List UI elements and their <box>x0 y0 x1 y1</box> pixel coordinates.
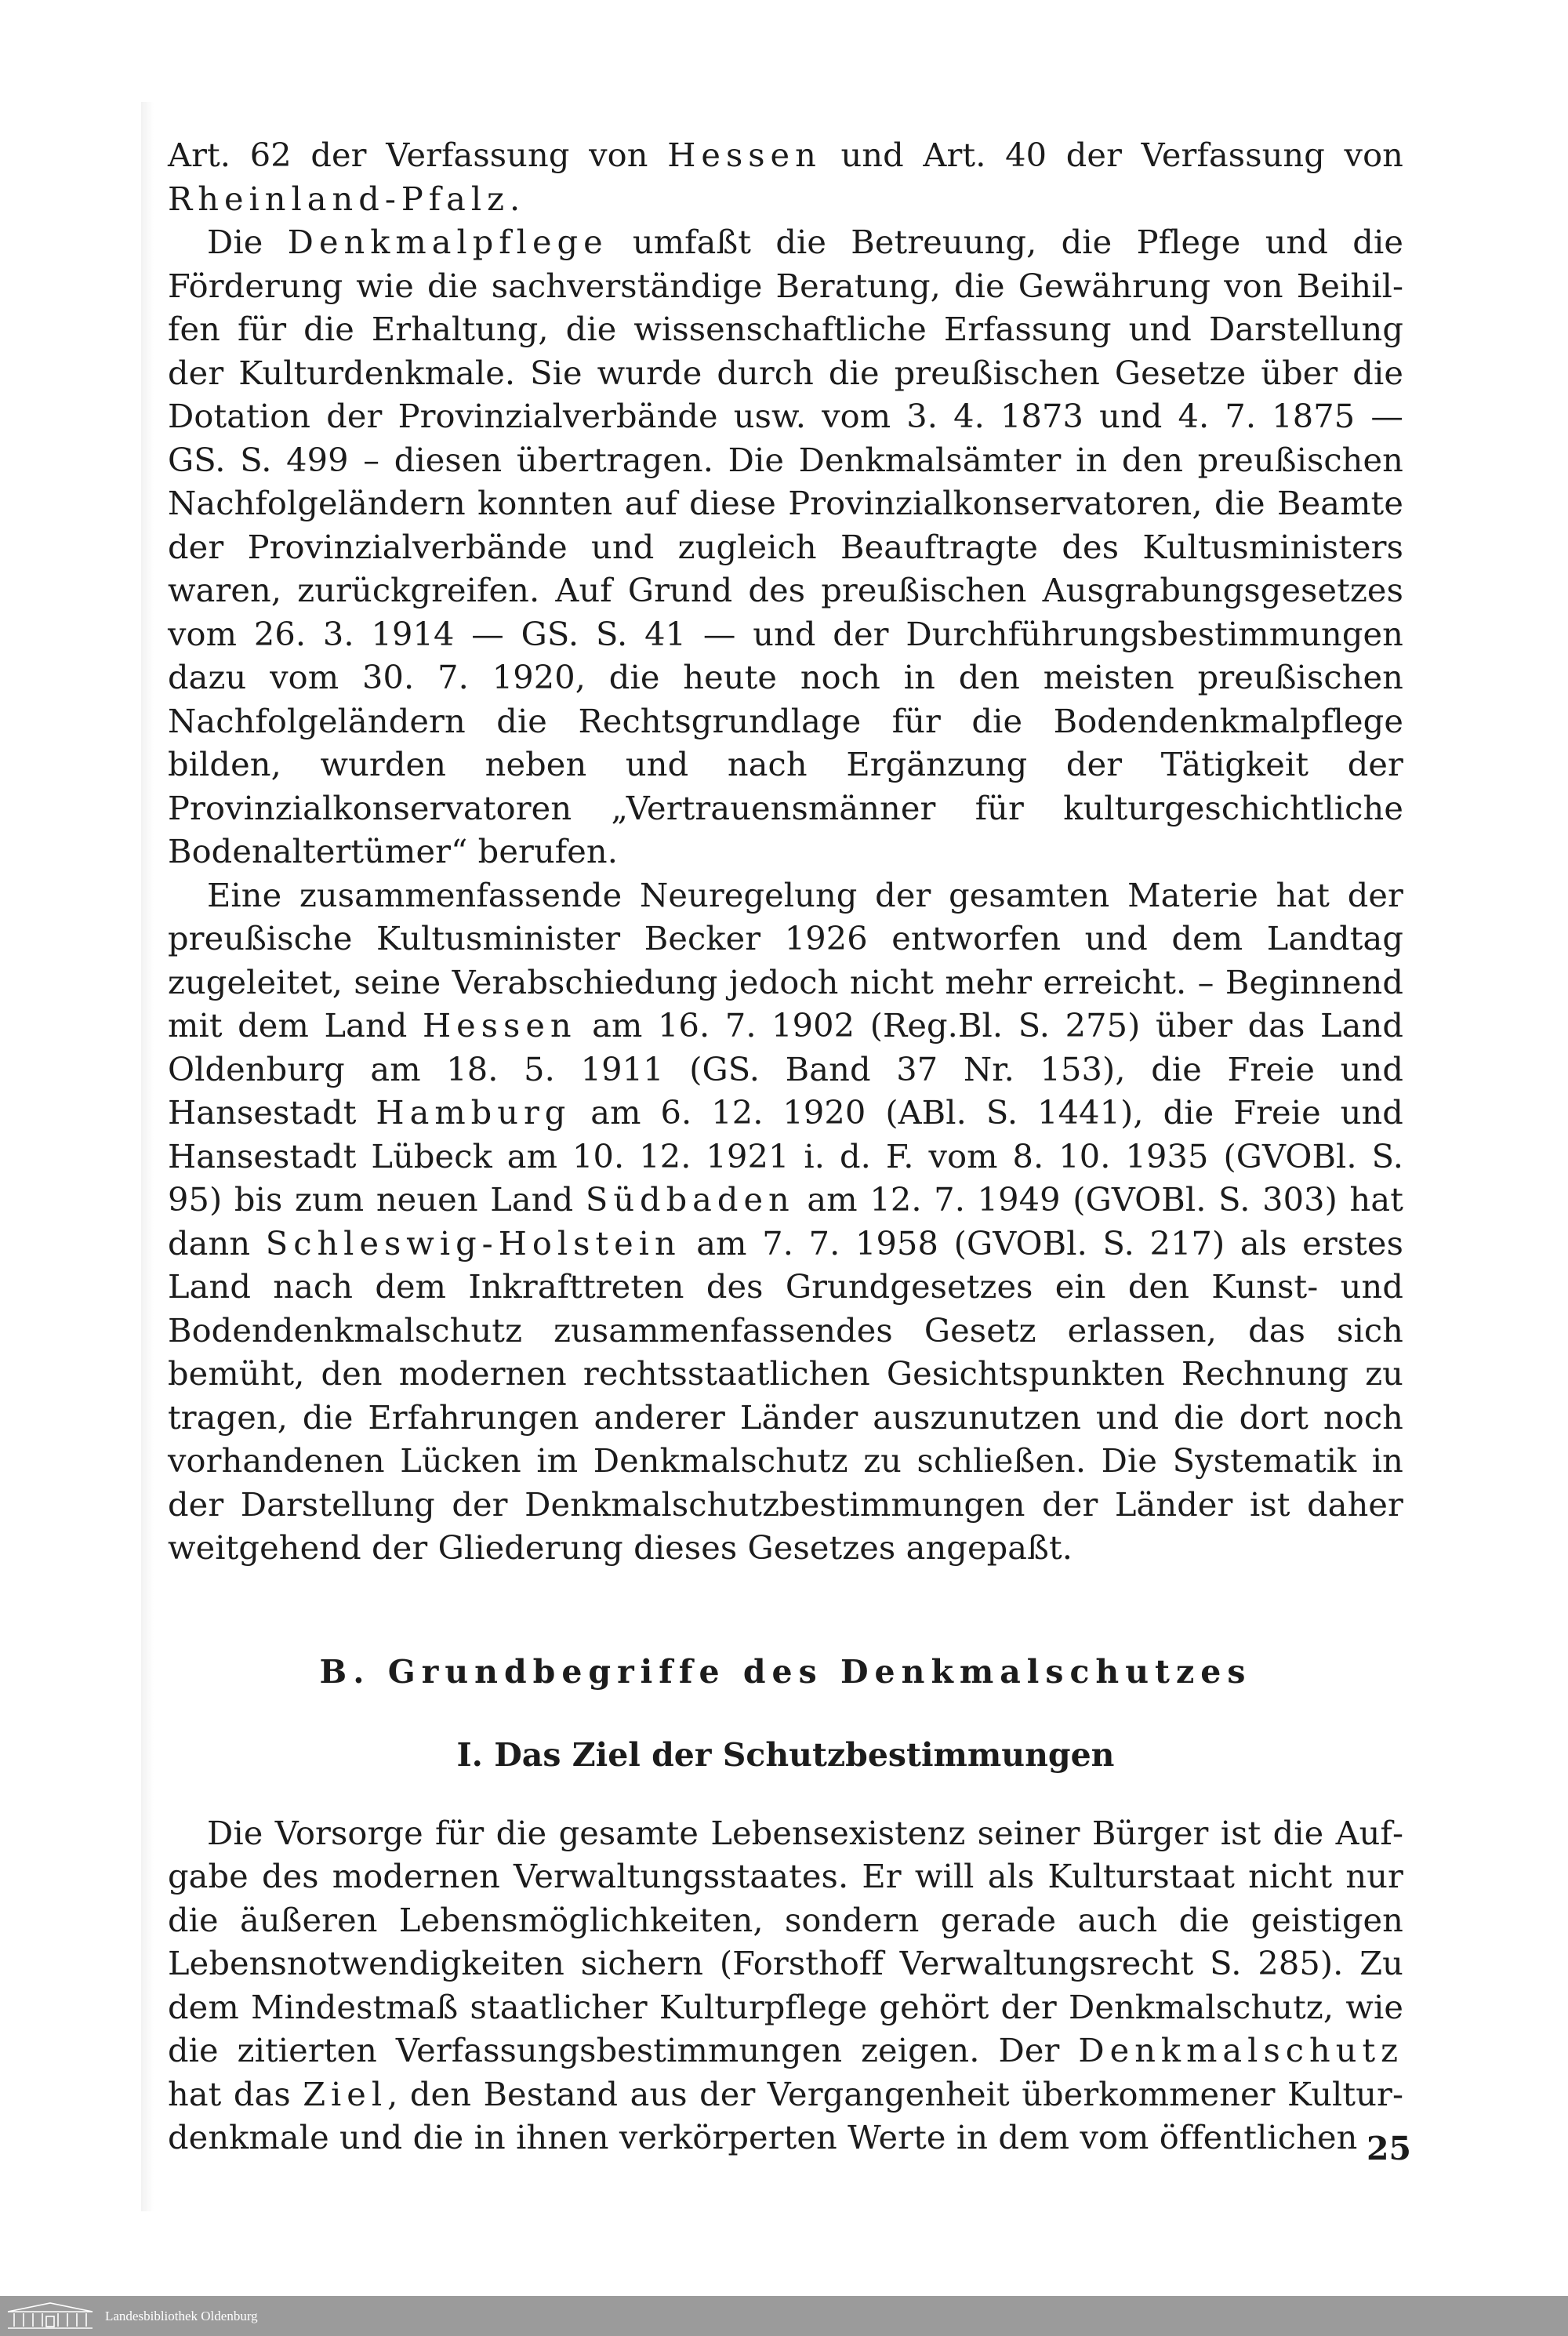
footer-bar <box>0 2296 1568 2336</box>
subsection-heading: I. Das Ziel der Schutzbestimmungen <box>456 1735 1115 1774</box>
spaced-term-denkmalpflege: Denkmalpflege <box>287 223 608 261</box>
paragraph-constitution-reference: Art. 62 der Verfassung von Hessen und Art. 40 der Verfassung von Rheinland-Pfalz. <box>168 136 1403 218</box>
paragraph-denkmalpflege: Die Denkmalpflege umfaßt die Betreuung, die Pflege und die Förderung wie die sachverständige Beratung, die Gewährung von Beihilfen für die Erhaltung, die wissenschaftliche Erfassung und Darstellung der Kulturdenkmale. Sie wurde durch die preußischen Gesetze über die Dotation der Provinzialverbände usw. vom 3. 4. 1873 und 4. 7. 1875 — GS. S. 499 – diesen übertragen. Die Denkmalsämter in den preußischen Nachfolgeländern konnten auf diese Provinzialkonservatoren, die Beamte der Provinzialverbände und zugleich Beauftragte des Kultusministers waren, zurückgreifen. Auf Grund des preußischen Ausgrabungsgesetzes vom 26. 3. 1914 — GS. S. 41 — und der Durchführungsbestimmungen dazu vom 30. 7. 1920, die heute noch in den meisten preußischen Nachfolgeländern die Rechtsgrundlage für die Bodendenkmalpflege bilden, wurden neben und nach Ergänzung der Tätigkeit der Provinzialkonservatoren „Vertrauensmänner für kulturgeschichtliche Bodenaltertümer“ berufen. <box>168 223 1403 870</box>
section-heading: B. Grundbegriffe des Denkmalschutzes <box>319 1652 1252 1691</box>
page-number: 25 <box>1366 2130 1411 2167</box>
page-text <box>168 133 1403 2160</box>
library-building-icon <box>6 2301 94 2331</box>
spaced-term-ziel: Ziel <box>303 2074 388 2113</box>
spaced-term-rheinland-pfalz: Rheinland-Pfalz <box>168 179 510 218</box>
page-gutter-shadow <box>141 102 154 2211</box>
spaced-term-suedbaden: Südbaden <box>585 1180 795 1219</box>
spaced-term-hamburg: Hamburg <box>376 1093 572 1132</box>
spaced-term-schleswig-holstein: Schleswig-Holstein <box>265 1223 681 1262</box>
paragraph-vorsorge: Die Vorsorge für die gesamte Lebensexistenz seiner Bürger ist die Aufgabe des modernen Verwaltungsstaates. Er will als Kulturstaat nicht nur die äußeren Lebensmöglichkeiten, sondern gerade auch die geistigen Lebensnotwendigkeiten sichern (Forsthoff Verwaltungsrecht S. 285). Zu dem Mindestmaß staatlicher Kulturpflege gehört der Denkmalschutz, wie die zitierten Verfassungsbestimmungen zeigen. Der Denkmalschutz hat das Ziel, den Bestand aus der Vergangenheit überkommener Kulturdenkmale und die in ihnen verkörperten Werte in dem vom öffentlichen <box>168 1813 1403 2156</box>
spaced-term-denkmalschutz: Denkmalschutz <box>1078 2031 1403 2069</box>
spaced-term-hessen: Hessen <box>667 136 822 174</box>
paragraph-neuregelung: Eine zusammenfassende Neuregelung der gesamten Materie hat der preußische Kultusminister Becker 1926 entworfen und dem Landtag zugeleitet, seine Verabschiedung jedoch nicht mehr erreicht. – Beginnend mit dem Land Hessen am 16. 7. 1902 (Reg.Bl. S. 275) über das Land Oldenburg am 18. 5. 1911 (GS. Band 37 Nr. 153), die Freie und Hansestadt Hamburg am 6. 12. 1920 (ABl. S. 1441), die Freie und Hansestadt Lübeck am 10. 12. 1921 i. d. F. vom 8. 10. 1935 (GVOBl. S. 95) bis zum neuen Land Südbaden am 12. 7. 1949 (GVOBl. S. 303) hat dann Schleswig-Holstein am 7. 7. 1958 (GVOBl. S. 217) als erstes Land nach dem Inkrafttreten des Grundgesetzes ein den Kunst- und Bodendenkmalschutz zusammenfassendes Gesetz erlassen, das sich bemüht, den modernen rechtsstaatlichen Gesichtspunkten Rechnung zu tragen, die Erfahrungen anderer Länder auszunutzen und die dort noch vorhandenen Lücken im Denkmalschutz zu schließen. Die Systematik in der Darstellung der Denkmalschutzbestimmungen der Länder ist daher weitgehend der Gliederung dieses Gesetzes angepaßt. <box>168 875 1404 1567</box>
footer-library-name: Landesbibliothek Oldenburg <box>105 2309 258 2323</box>
spaced-term-hessen-2: Hessen <box>422 1006 577 1044</box>
